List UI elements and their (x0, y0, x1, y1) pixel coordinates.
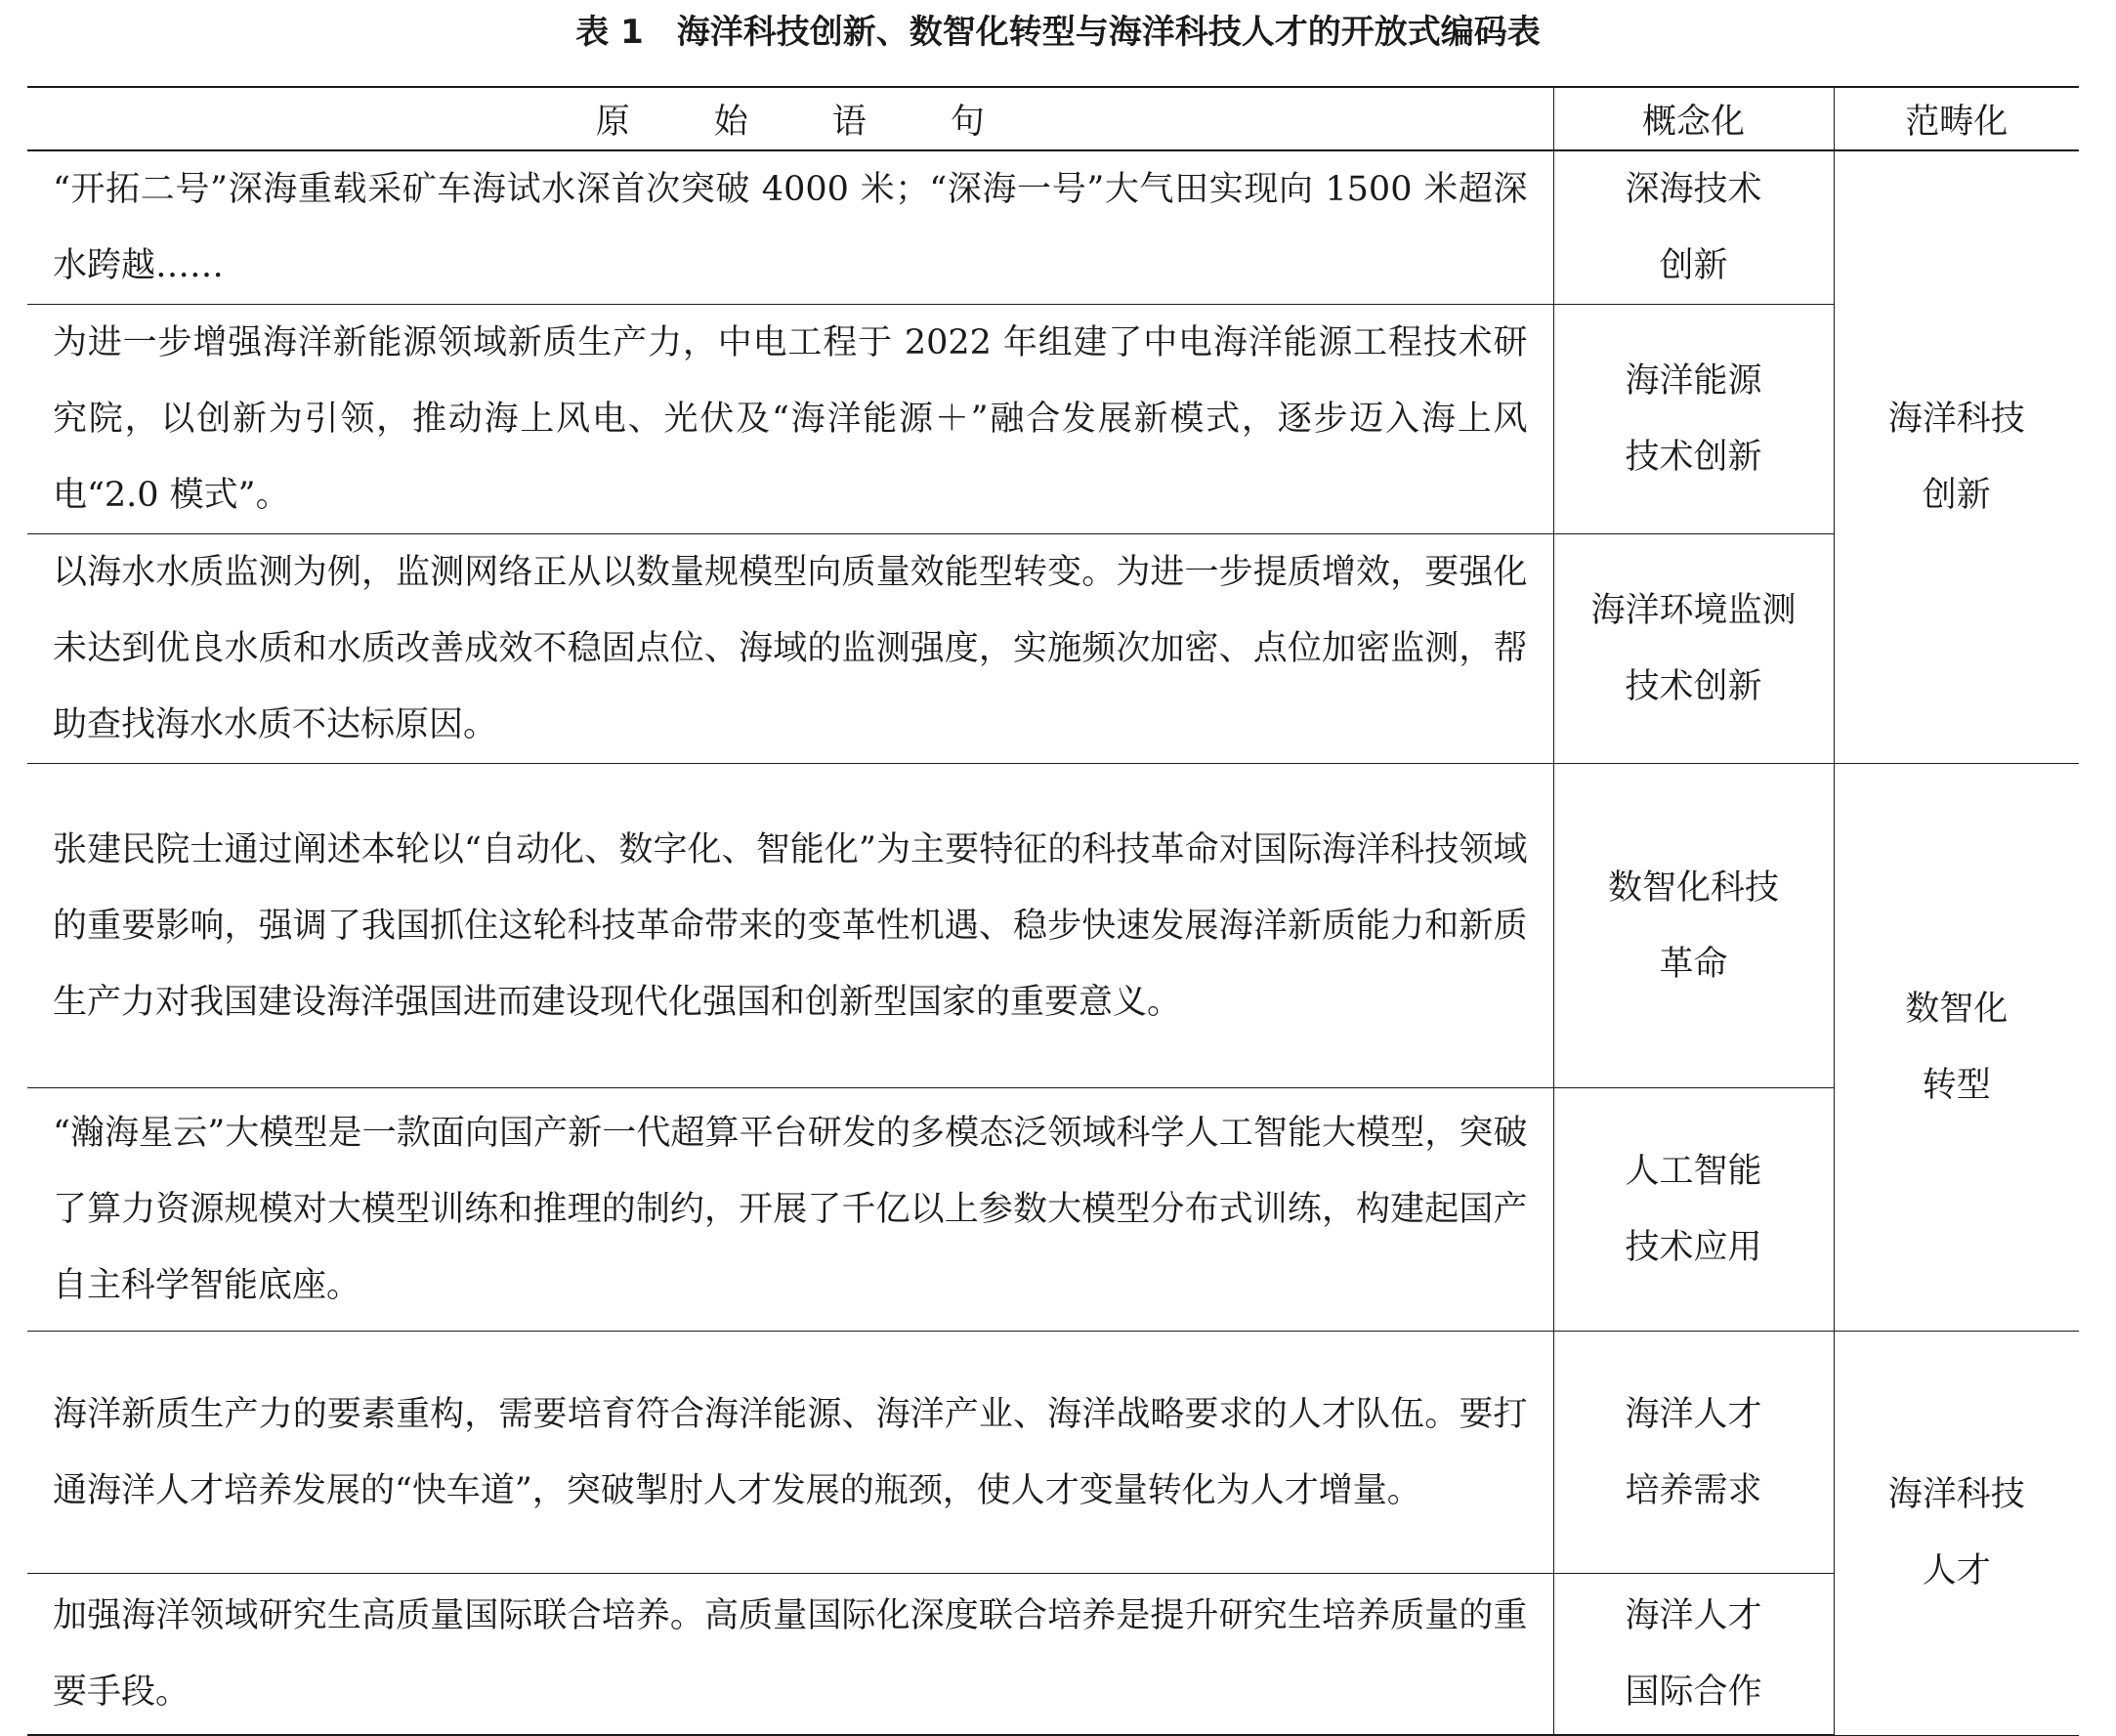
concept-cell (1553, 1088, 1834, 1332)
category-line: 数智化 (1905, 990, 2009, 1029)
concept-line: 培养需求 (1625, 1470, 1762, 1510)
table-row (27, 150, 2079, 305)
table-row (27, 1332, 2079, 1574)
concept-cell (1553, 764, 1834, 1088)
concept-line: 数智化科技 (1607, 868, 1779, 908)
table-row (27, 1574, 2079, 1736)
concept-line: 创新 (1659, 246, 1728, 285)
concept-line: 深海技术 (1625, 170, 1762, 209)
header-original-sentence: 原始语句 (27, 87, 1553, 150)
concept-cell (1553, 534, 1834, 764)
concept-line: 技术创新 (1625, 667, 1762, 706)
original-sentence-cell: “开拓二号”深海重载采矿车海试水深首次突破 4000 米；“深海一号”大气田实现向 1500 米超深水跨越…… (27, 150, 1553, 305)
category-line: 海洋科技 (1887, 400, 2025, 439)
concept-line: 国际合作 (1625, 1672, 1762, 1712)
concept-cell (1553, 150, 1834, 305)
table-header-row (27, 87, 2079, 150)
header-categorization: 范畴化 (1834, 87, 2079, 150)
header-conceptualization: 概念化 (1553, 87, 1834, 150)
concept-cell (1553, 1332, 1834, 1574)
table-row (27, 534, 2079, 764)
category-line: 创新 (1922, 476, 1991, 515)
concept-line: 海洋人才 (1625, 1394, 1762, 1434)
category-cell (1834, 764, 2079, 1332)
concept-line: 海洋环境监测 (1590, 591, 1797, 630)
original-sentence-cell: 海洋新质生产力的要素重构，需要培育符合海洋能源、海洋产业、海洋战略要求的人才队伍。要打通海洋人才培养发展的“快车道”，突破掣肘人才发展的瓶颈，使人才变量转化为人才增量。 (27, 1332, 1553, 1574)
category-line: 人才 (1922, 1551, 1991, 1591)
category-cell (1834, 1332, 2079, 1736)
concept-cell (1553, 1574, 1834, 1736)
original-sentence-cell: “瀚海星云”大模型是一款面向国产新一代超算平台研发的多模态泛领域科学人工智能大模型，突破了算力资源规模对大模型训练和推理的制约，开展了千亿以上参数大模型分布式训练，构建起国产自主科学智能底座。 (27, 1088, 1553, 1332)
concept-line: 人工智能 (1625, 1152, 1762, 1191)
table-caption: 表 1 海洋科技创新、数智化转型与海洋科技人才的开放式编码表 (575, 13, 1541, 52)
concept-line: 革命 (1659, 944, 1728, 984)
concept-cell (1553, 305, 1834, 534)
concept-line: 海洋能源 (1625, 361, 1762, 401)
table-row (27, 1088, 2079, 1332)
original-sentence-cell: 以海水水质监测为例，监测网络正从以数量规模型向质量效能型转变。为进一步提质增效，要强化未达到优良水质和水质改善成效不稳固点位、海域的监测强度，实施频次加密、点位加密监测，帮助查找海水水质不达标原因。 (27, 534, 1553, 764)
original-sentence-cell: 张建民院士通过阐述本轮以“自动化、数字化、智能化”为主要特征的科技革命对国际海洋科技领域的重要影响，强调了我国抓住这轮科技革命带来的变革性机遇、稳步快速发展海洋新质能力和新质生产力对我国建设海洋强国进而建设现代化强国和创新型国家的重要意义。 (27, 764, 1553, 1088)
original-sentence-cell: 加强海洋领域研究生高质量国际联合培养。高质量国际化深度联合培养是提升研究生培养质量的重要手段。 (27, 1574, 1553, 1736)
table-row (27, 764, 2079, 1088)
open-coding-table (27, 86, 2079, 1736)
category-line: 海洋科技 (1887, 1475, 2025, 1515)
original-sentence-cell: 为进一步增强海洋新能源领域新质生产力，中电工程于 2022 年组建了中电海洋能源工程技术研究院，以创新为引领，推动海上风电、光伏及“海洋能源＋”融合发展新模式，逐步迈入海上风电“2.0 模式”。 (27, 305, 1553, 534)
table-row (27, 305, 2079, 534)
concept-line: 海洋人才 (1625, 1596, 1762, 1635)
concept-line: 技术应用 (1625, 1228, 1762, 1267)
concept-line: 技术创新 (1625, 438, 1762, 477)
category-line: 转型 (1922, 1066, 1991, 1105)
category-cell (1834, 150, 2079, 764)
